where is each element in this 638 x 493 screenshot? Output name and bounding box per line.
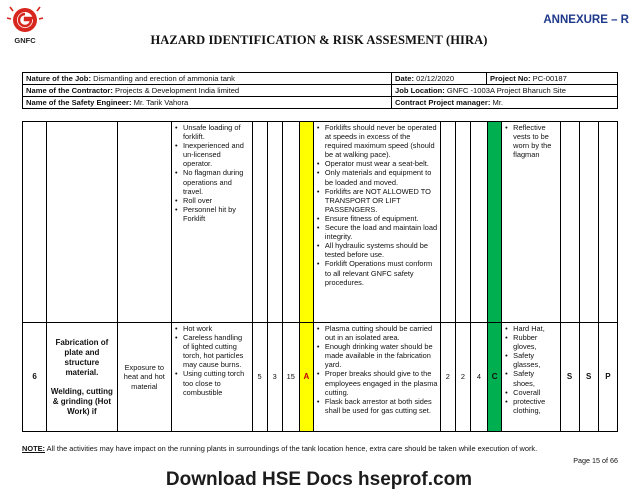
controls-cell: [313, 323, 440, 432]
control-item: • Forklift Operations must conform to all relevant GNFC safety procedures.: [325, 259, 438, 286]
residual-level-cell: [488, 122, 502, 323]
manager-cell: Contract Project manager: Mr.: [392, 97, 618, 109]
hazard-item: • Roll over: [183, 196, 250, 205]
class-cell: [598, 122, 617, 323]
probability-cell: 3: [267, 323, 282, 432]
ppe-item: • Hard Hat,: [513, 324, 557, 333]
hazard-item: • Careless handling of lighted cutting torch, hot particles may cause burns.: [183, 333, 250, 369]
hazard-item: • Using cutting torch too close to combustible: [183, 369, 250, 396]
risk-level-cell: [299, 122, 313, 323]
control-item: • Plasma cutting should be carried out in an isolated area.: [325, 324, 438, 342]
hazard-item: • Inexperienced and un-licensed operator.: [183, 141, 250, 168]
ppe-item: • Safety glasses,: [513, 351, 557, 369]
control-item: • Proper breaks should give to the employees engaged in the plasma cutting.: [325, 369, 438, 396]
residual-probability-cell: [455, 122, 470, 323]
ppe-cell: [502, 122, 560, 323]
job-cell: Nature of the Job: Dismantling and erection of ammonia tank: [23, 73, 392, 85]
ppe-item: • protective clothing,: [513, 397, 557, 415]
class-cell: [579, 122, 598, 323]
class-cell: S: [579, 323, 598, 432]
engineer-cell: Name of the Safety Engineer: Mr. Tarik Vahora: [23, 97, 392, 109]
control-item: • Ensure fitness of equipment.: [325, 214, 438, 223]
residual-probability-cell: 2: [455, 323, 470, 432]
severity-cell: 5: [252, 323, 267, 432]
note-label: NOTE:: [22, 444, 45, 453]
residual-level-cell: C: [488, 323, 502, 432]
hazard-item: • Unsafe loading of forklift.: [183, 123, 250, 141]
class-cell: P: [598, 323, 617, 432]
probability-cell: [267, 122, 282, 323]
control-item: • All hydraulic systems should be tested before use.: [325, 241, 438, 259]
ppe-item: • Reflective vests to be worn by the flagman: [513, 123, 557, 159]
residual-score-cell: 4: [470, 323, 487, 432]
severity-cell: [252, 122, 267, 323]
hazards-cell: [171, 122, 252, 323]
hazard-item: • No flagman during operations and travel.: [183, 168, 250, 195]
activity-cell: [47, 323, 117, 432]
control-item: • Secure the load and maintain load integrity.: [325, 223, 438, 241]
ppe-cell: [502, 323, 560, 432]
page-title: HAZARD IDENTIFICATION & RISK ASSESMENT (HIRA): [150, 33, 488, 47]
class-cell: [560, 122, 579, 323]
residual-severity-cell: 2: [440, 323, 455, 432]
exposure-cell: [117, 122, 171, 323]
activity-text: Fabrication of plate and structure material.: [55, 337, 109, 377]
location-cell: Job Location: GNFC -1003A Project Bharuch Site: [392, 85, 618, 97]
hira-table: [22, 121, 618, 432]
residual-score-cell: [470, 122, 487, 323]
sr-cell: 6: [23, 323, 47, 432]
hazard-item: • Personnel hit by Forklift: [183, 205, 250, 223]
control-item: • Flask back arrestor at both sides shall be used for gas cutting set.: [325, 397, 438, 415]
table-row: [23, 122, 618, 323]
job-info-table: [22, 72, 618, 109]
page-number: Page 15 of 66: [573, 456, 618, 465]
sr-cell: [23, 122, 47, 323]
control-item: • Forklifts should never be operated at speeds in excess of the required maximum speed (should be at walking pace).: [325, 123, 438, 159]
class-cell: S: [560, 323, 579, 432]
control-item: • Forklifts are NOT ALLOWED TO TRANSPORT OR LIFT PASSENGERS.: [325, 187, 438, 214]
risk-score-cell: 15: [282, 323, 299, 432]
ppe-item: • Safety shoes,: [513, 369, 557, 387]
annexure-label: ANNEXURE – R: [543, 14, 629, 26]
note-text: NOTE: All the activities may have impact on the running plants in surroundings of the tank location hence, extra care should be taken while execution of work.: [22, 444, 538, 453]
control-item: • Enough drinking water should be made available in the fabrication yard.: [325, 342, 438, 369]
control-item: • Only materials and equipment to be loaded and moved.: [325, 168, 438, 186]
download-banner[interactable]: Download HSE Docs hseprof.com: [165, 469, 473, 490]
date-cell: Date: 02/12/2020: [392, 73, 487, 85]
hazards-cell: [171, 323, 252, 432]
table-row: [23, 323, 618, 432]
ppe-item: • Coverall: [513, 388, 557, 397]
risk-score-cell: [282, 122, 299, 323]
residual-severity-cell: [440, 122, 455, 323]
controls-cell: [313, 122, 440, 323]
project-cell: Project No: PC-00187: [487, 73, 618, 85]
activity-cell: [47, 122, 117, 323]
logo-text: GNFC: [14, 36, 36, 45]
risk-level-cell: A: [299, 323, 313, 432]
control-item: • Operator must wear a seat-belt.: [325, 159, 438, 168]
exposure-cell: Exposure to heat and hot material: [117, 323, 171, 432]
activity-text: Welding, cutting & grinding (Hot Work) if: [50, 386, 113, 416]
hazard-item: • Hot work: [183, 324, 250, 333]
ppe-item: • Rubber gloves,: [513, 333, 557, 351]
contractor-cell: Name of the Contractor: Projects & Development India limited: [23, 85, 392, 97]
